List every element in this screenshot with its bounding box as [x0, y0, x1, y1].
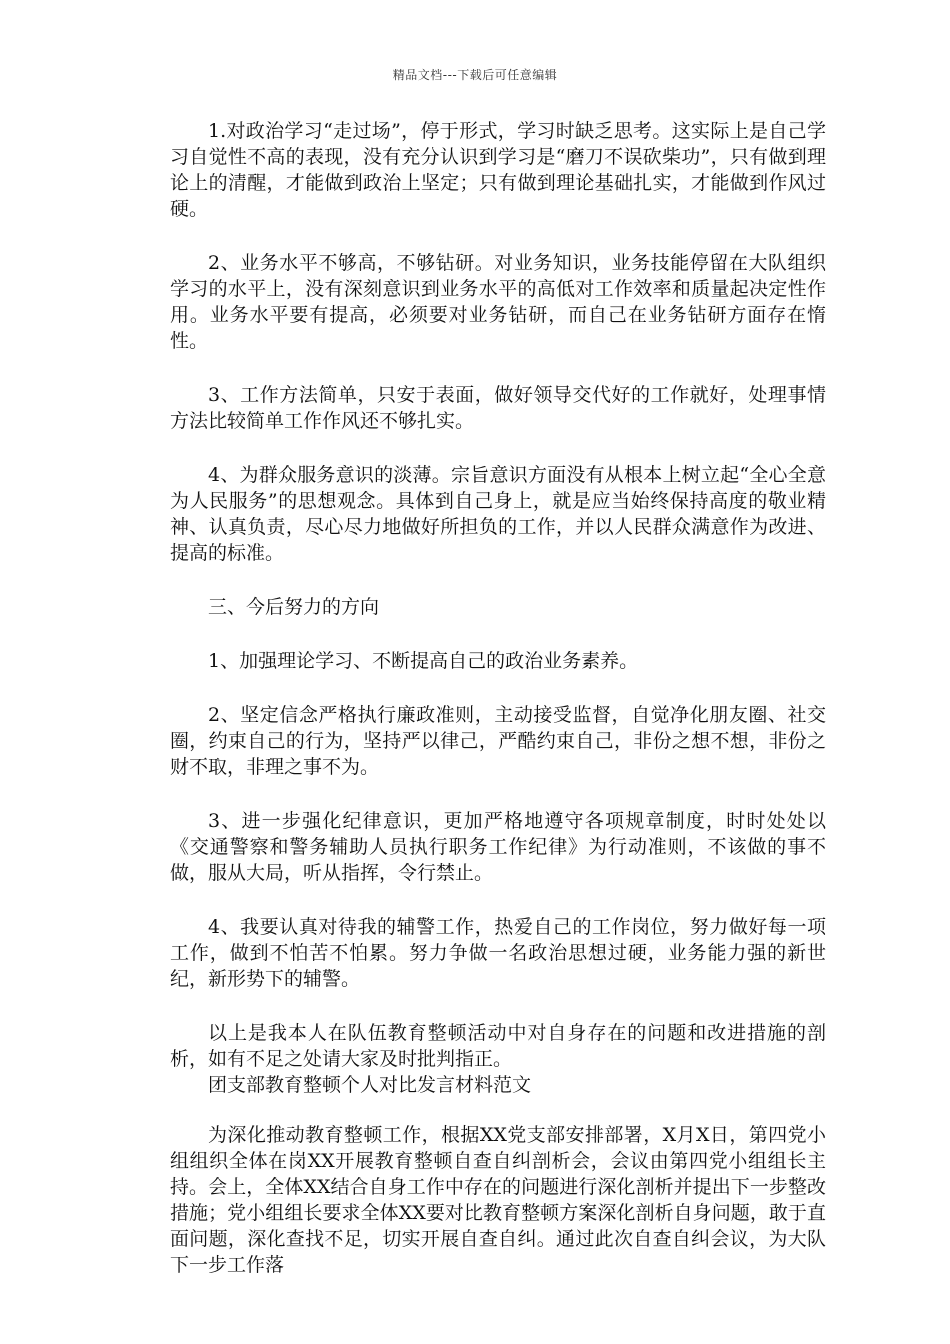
section-heading: 三、今后努力的方向 [208, 596, 380, 618]
paragraph-9: 以上是我本人在队伍教育整顿活动中对自身存在的问题和改进措施的剖析，如有不足之处请大家及时批判指正。 [170, 1022, 826, 1070]
paragraph-8: 4、我要认真对待我的辅警工作，热爱自己的工作岗位，努力做好每一项工作，做到不怕苦不怕累。努力争做一名政治思想过硬，业务能力强的新世纪，新形势下的辅警。 [170, 916, 826, 990]
paragraph-4: 4、为群众服务意识的淡薄。宗旨意识方面没有从根本上树立起“全心全意为人民服务”的思想观念。具体到自己身上，就是应当始终保持高度的敬业精神、认真负责，尽心尽力地做好所担负的工作，并以人民群众满意作为改进、提高的标准。 [170, 464, 826, 564]
paragraph-6: 2、坚定信念严格执行廉政准则，主动接受监督，自觉净化朋友圈、社交圈，约束自己的行为，坚持严以律己，严酷约束自己，非份之想不想，非份之财不取，非理之事不为。 [170, 704, 826, 778]
paragraph-2: 2、业务水平不够高，不够钻研。对业务知识，业务技能停留在大队组织学习的水平上，没有深刻意识到业务水平的高低对工作效率和质量起决定性作用。业务水平要有提高，必须要对业务钻研，而自己在业务钻研方面存在惰性。 [170, 252, 826, 352]
paragraph-7: 3、进一步强化纪律意识，更加严格地遵守各项规章制度，时时处处以《交通警察和警务辅助人员执行职务工作纪律》为行动准则，不该做的事不做，服从大局，听从指挥，令行禁止。 [170, 810, 826, 884]
document-body [170, 118, 826, 1306]
paragraph-5: 1、加强理论学习、不断提高自己的政治业务素养。 [208, 650, 639, 672]
paragraph-3: 3、工作方法简单，只安于表面，做好领导交代好的工作就好，处理事情方法比较简单工作作风还不够扎实。 [170, 384, 826, 432]
paragraph-10: 为深化推动教育整顿工作，根据XX党支部安排部署，X月X日，第四党小组组织全体在岗XX开展教育整顿自查自纠剖析会，会议由第四党小组组长主持。会上，全体XX结合自身工作中存在的问题进行深化剖析并提出下一步整改措施；党小组组长要求全体XX要对比教育整顿方案深化剖析自身问题，敢于直面问题，深化查找不足，切实开展自查自纠。通过此次自查自纠会议，为大队下一步工作落 [170, 1124, 826, 1276]
paragraph-1: 1.对政治学习“走过场”，停于形式，学习时缺乏思考。这实际上是自己学习自觉性不高的表现，没有充分认识到学习是“磨刀不误砍柴功”，只有做到理论上的清醒，才能做到政治上坚定；只有做到理论基础扎实，才能做到作风过硬。 [170, 120, 826, 220]
page-header: 精品文档---下载后可任意编辑 [392, 68, 558, 82]
article-title: 团支部教育整顿个人对比发言材料范文 [208, 1074, 532, 1096]
